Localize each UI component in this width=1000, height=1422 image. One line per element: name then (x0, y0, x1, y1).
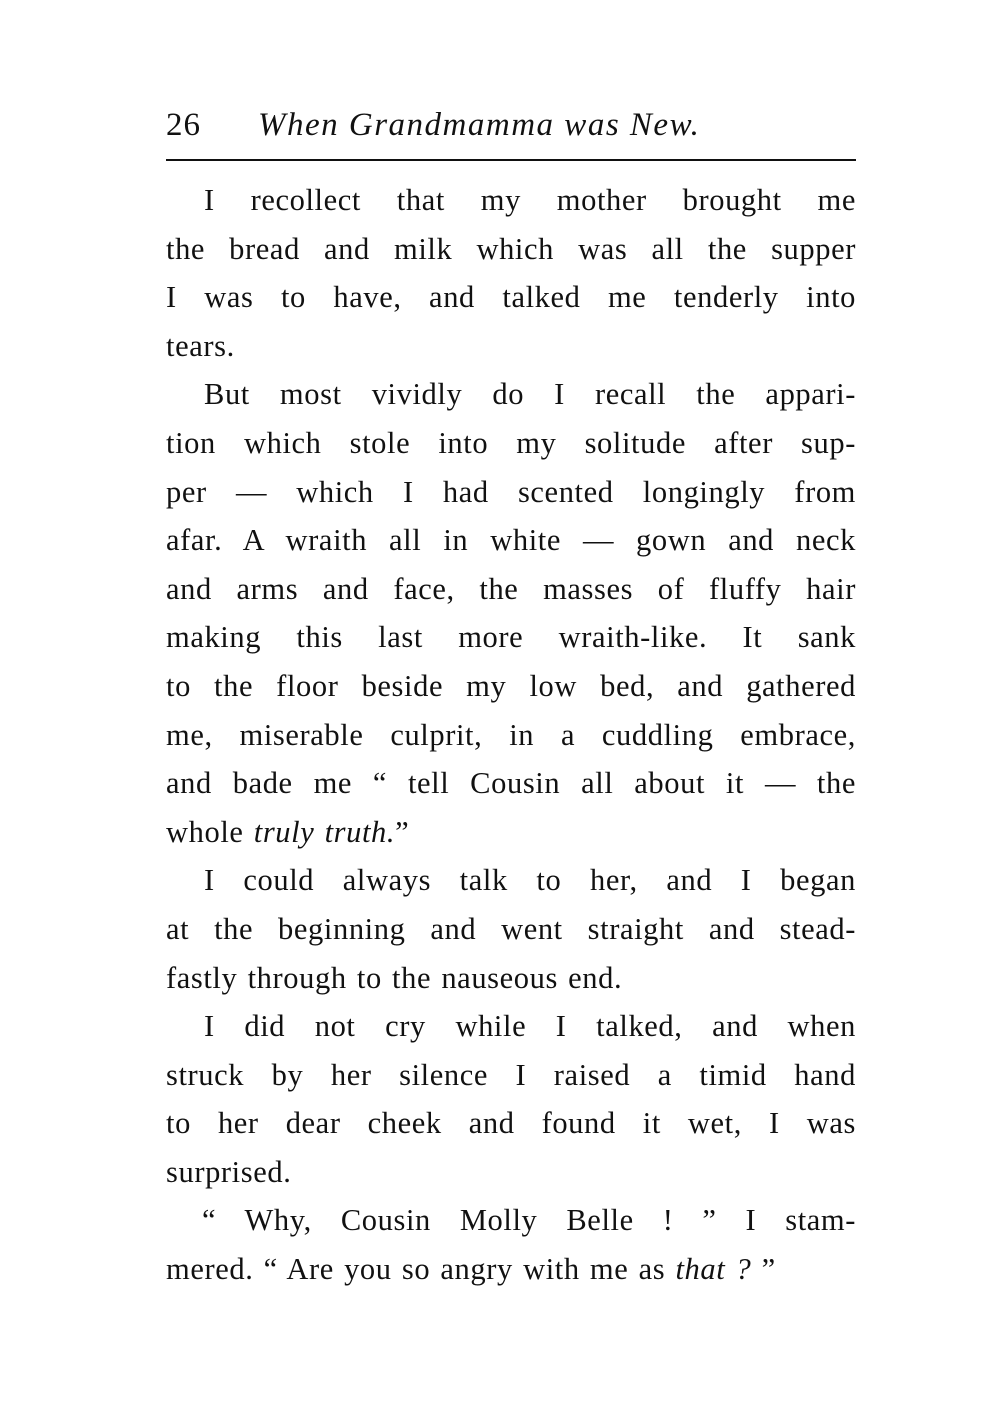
page-number: 26 (166, 107, 201, 143)
text-fragment: whole (166, 814, 254, 849)
text-fragment: ” (395, 814, 410, 849)
text-line: to her dear cheek and found it wet, I was (166, 1106, 856, 1141)
text-line: But most vividly do I recall the appari- (204, 377, 856, 412)
text-line: “ Why, Cousin Molly Belle ! ” I stam- (202, 1203, 856, 1238)
running-title: When Grandmamma was New. (258, 107, 701, 143)
text-line: at the beginning and went straight and stead- (166, 911, 856, 946)
text-line: surprised. (166, 1154, 292, 1189)
text-line: making this last more wraith-like. It sank (166, 620, 856, 655)
text-line: and arms and face, the masses of fluffy hair (166, 571, 856, 606)
text-line: struck by her silence I raised a timid hand (166, 1057, 856, 1092)
text-line: per — which I had scented longingly from (166, 474, 856, 509)
italic-phrase: truly truth. (253, 814, 396, 849)
text-line: tion which stole into my solitude after sup- (166, 425, 856, 460)
text-line: the bread and milk which was all the supper (166, 231, 856, 266)
text-line: to the floor beside my low bed, and gathered (166, 668, 856, 703)
text-line: and bade me “ tell Cousin all about it — the (166, 766, 856, 801)
text-fragment: ” (751, 1252, 776, 1287)
text-line (166, 808, 856, 857)
text-line: I was to have, and talked me tenderly into (166, 280, 856, 315)
text-line (166, 1245, 856, 1294)
text-line: me, miserable culprit, in a cuddling embrace, (166, 717, 856, 752)
italic-phrase: that ? (675, 1252, 752, 1287)
text-fragment: mered. “ Are you so angry with me as (166, 1252, 676, 1287)
text-line: afar. A wraith all in white — gown and neck (166, 523, 856, 558)
text-line: fastly through to the nauseous end. (166, 960, 623, 995)
body-text (166, 176, 856, 1294)
text-line: I recollect that my mother brought me (204, 183, 856, 217)
header-rule (166, 159, 856, 161)
text-line: I could always talk to her, and I began (204, 863, 856, 898)
text-line: tears. (166, 328, 235, 363)
text-line: I did not cry while I talked, and when (204, 1009, 856, 1044)
page-header (166, 100, 856, 150)
